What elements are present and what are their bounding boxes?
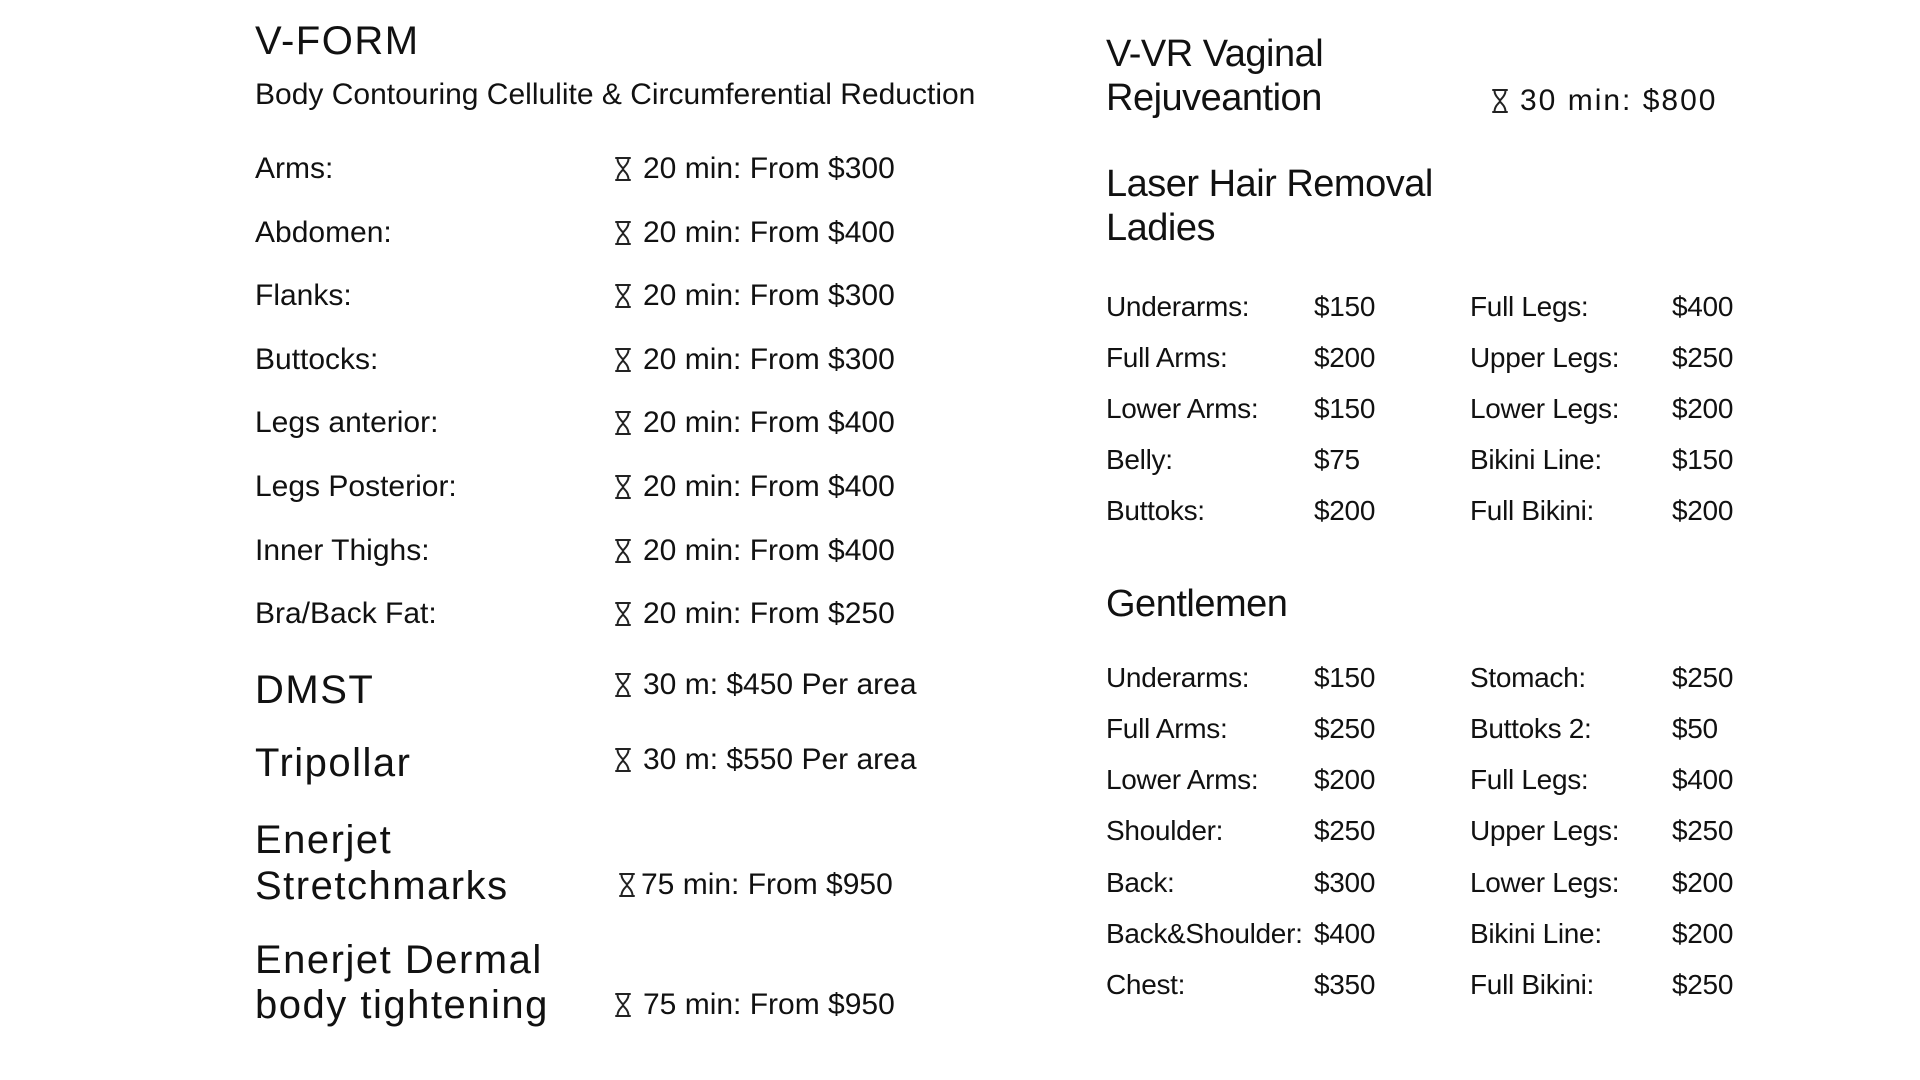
vform-item-price-text: 20 min: From $400 <box>643 216 895 249</box>
vvr-price <box>1490 84 1717 118</box>
vvr-title-line2: Rejuveantion <box>1106 77 1322 119</box>
vform-item-price <box>613 279 895 313</box>
price-item-name: Back: <box>1106 867 1175 898</box>
hourglass-icon <box>613 601 633 627</box>
hourglass-icon <box>613 538 633 564</box>
vform-item-price <box>613 406 895 440</box>
vform-item-name: Abdomen: <box>255 216 392 249</box>
vform-item-price-text: 20 min: From $250 <box>643 597 895 630</box>
price-item-name: Lower Legs: <box>1470 393 1620 424</box>
vform-item-price-text: 20 min: From $300 <box>643 152 895 185</box>
hourglass-icon <box>613 992 633 1018</box>
price-item-value: $250 <box>1672 815 1734 846</box>
vform-item-price-text: 20 min: From $300 <box>643 343 895 376</box>
price-item-name: Buttoks: <box>1106 495 1205 526</box>
price-item-name: Back&Shoulder: <box>1106 918 1303 949</box>
price-item-value: $150 <box>1672 444 1734 475</box>
price-item-name: Bikini Line: <box>1470 444 1602 475</box>
price-item-name: Full Arms: <box>1106 713 1228 744</box>
price-item-name: Shoulder: <box>1106 815 1224 846</box>
tripollar-title: Tripollar <box>255 741 412 785</box>
price-item-value: $250 <box>1672 662 1734 693</box>
price-item-value: $75 <box>1314 444 1360 475</box>
price-item-name: Upper Legs: <box>1470 342 1620 373</box>
price-item-value: $150 <box>1314 291 1376 322</box>
price-item-name: Buttoks 2: <box>1470 713 1592 744</box>
price-item-value: $350 <box>1314 969 1376 1000</box>
enerjet-stretchmarks-title-line2: Stretchmarks <box>255 864 509 908</box>
vform-item-price-text: 20 min: From $400 <box>643 534 895 567</box>
price-item-value: $200 <box>1314 342 1376 373</box>
enerjet-dermal-price <box>613 988 895 1022</box>
price-item-name: Full Arms: <box>1106 342 1228 373</box>
price-item-name: Upper Legs: <box>1470 815 1620 846</box>
price-item-value: $200 <box>1314 495 1376 526</box>
vform-item-price <box>613 470 895 504</box>
vform-item-name: Buttocks: <box>255 343 379 376</box>
enerjet-stretchmarks-price <box>617 868 893 902</box>
price-item-value: $250 <box>1314 815 1376 846</box>
vvr-price-text: 30 min: $800 <box>1520 84 1718 117</box>
price-item-value: $300 <box>1314 867 1376 898</box>
enerjet-stretchmarks-title-line1: Enerjet <box>255 818 393 862</box>
price-item-name: Stomach: <box>1470 662 1586 693</box>
hourglass-icon <box>613 747 633 773</box>
hourglass-icon <box>613 347 633 373</box>
vform-item-name: Flanks: <box>255 279 352 312</box>
vform-item-price <box>613 152 895 186</box>
vform-title: V-FORM <box>255 19 420 63</box>
price-item-name: Underarms: <box>1106 291 1250 322</box>
enerjet-dermal-price-text: 75 min: From $950 <box>643 988 895 1021</box>
tripollar-price-text: 30 m: $550 Per area <box>643 743 917 776</box>
price-item-name: Lower Arms: <box>1106 393 1259 424</box>
hourglass-icon <box>1490 88 1510 114</box>
price-item-value: $200 <box>1314 764 1376 795</box>
vform-item-price <box>613 343 895 377</box>
laser-title-line2: Ladies <box>1106 207 1215 249</box>
vform-item-price-text: 20 min: From $400 <box>643 406 895 439</box>
vform-subtitle: Body Contouring Cellulite & Circumferential Reduction <box>255 78 976 111</box>
enerjet-dermal-title-line1: Enerjet Dermal <box>255 938 543 982</box>
price-item-name: Lower Arms: <box>1106 764 1259 795</box>
hourglass-icon <box>613 156 633 182</box>
price-item-name: Full Legs: <box>1470 291 1589 322</box>
vform-item-price-text: 20 min: From $400 <box>643 470 895 503</box>
price-item-value: $150 <box>1314 393 1376 424</box>
dmst-title: DMST <box>255 668 375 712</box>
enerjet-dermal-title-line2: body tightening <box>255 983 549 1027</box>
price-item-value: $150 <box>1314 662 1376 693</box>
vform-item-name: Legs Posterior: <box>255 470 457 503</box>
vform-item-price <box>613 534 895 568</box>
gentlemen-title: Gentlemen <box>1106 583 1288 625</box>
price-item-name: Belly: <box>1106 444 1173 475</box>
price-item-name: Full Bikini: <box>1470 969 1594 1000</box>
price-item-value: $200 <box>1672 918 1734 949</box>
vform-item-price <box>613 597 895 631</box>
vvr-title-line1: V-VR Vaginal <box>1106 33 1324 75</box>
hourglass-icon <box>617 872 637 898</box>
price-item-name: Full Legs: <box>1470 764 1589 795</box>
price-item-value: $200 <box>1672 495 1734 526</box>
vform-item-price-text: 20 min: From $300 <box>643 279 895 312</box>
price-item-name: Underarms: <box>1106 662 1250 693</box>
price-item-value: $400 <box>1672 291 1734 322</box>
dmst-price <box>613 668 917 702</box>
laser-title-line1: Laser Hair Removal <box>1106 163 1433 205</box>
hourglass-icon <box>613 672 633 698</box>
price-item-value: $250 <box>1314 713 1376 744</box>
price-item-value: $250 <box>1672 969 1734 1000</box>
dmst-price-text: 30 m: $450 Per area <box>643 668 917 701</box>
price-item-name: Lower Legs: <box>1470 867 1620 898</box>
price-item-value: $200 <box>1672 867 1734 898</box>
price-item-name: Bikini Line: <box>1470 918 1602 949</box>
vform-item-name: Arms: <box>255 152 334 185</box>
tripollar-price <box>613 743 917 777</box>
price-item-name: Full Bikini: <box>1470 495 1594 526</box>
price-item-value: $400 <box>1672 764 1734 795</box>
price-item-value: $200 <box>1672 393 1734 424</box>
vform-item-name: Inner Thighs: <box>255 534 430 567</box>
price-item-value: $400 <box>1314 918 1376 949</box>
vform-item-price <box>613 216 895 250</box>
hourglass-icon <box>613 410 633 436</box>
price-item-value: $50 <box>1672 713 1718 744</box>
hourglass-icon <box>613 474 633 500</box>
hourglass-icon <box>613 283 633 309</box>
price-item-value: $250 <box>1672 342 1734 373</box>
vform-item-name: Bra/Back Fat: <box>255 597 437 630</box>
price-item-name: Chest: <box>1106 969 1186 1000</box>
vform-item-name: Legs anterior: <box>255 406 439 439</box>
enerjet-stretchmarks-price-text: 75 min: From $950 <box>641 868 893 901</box>
hourglass-icon <box>613 220 633 246</box>
